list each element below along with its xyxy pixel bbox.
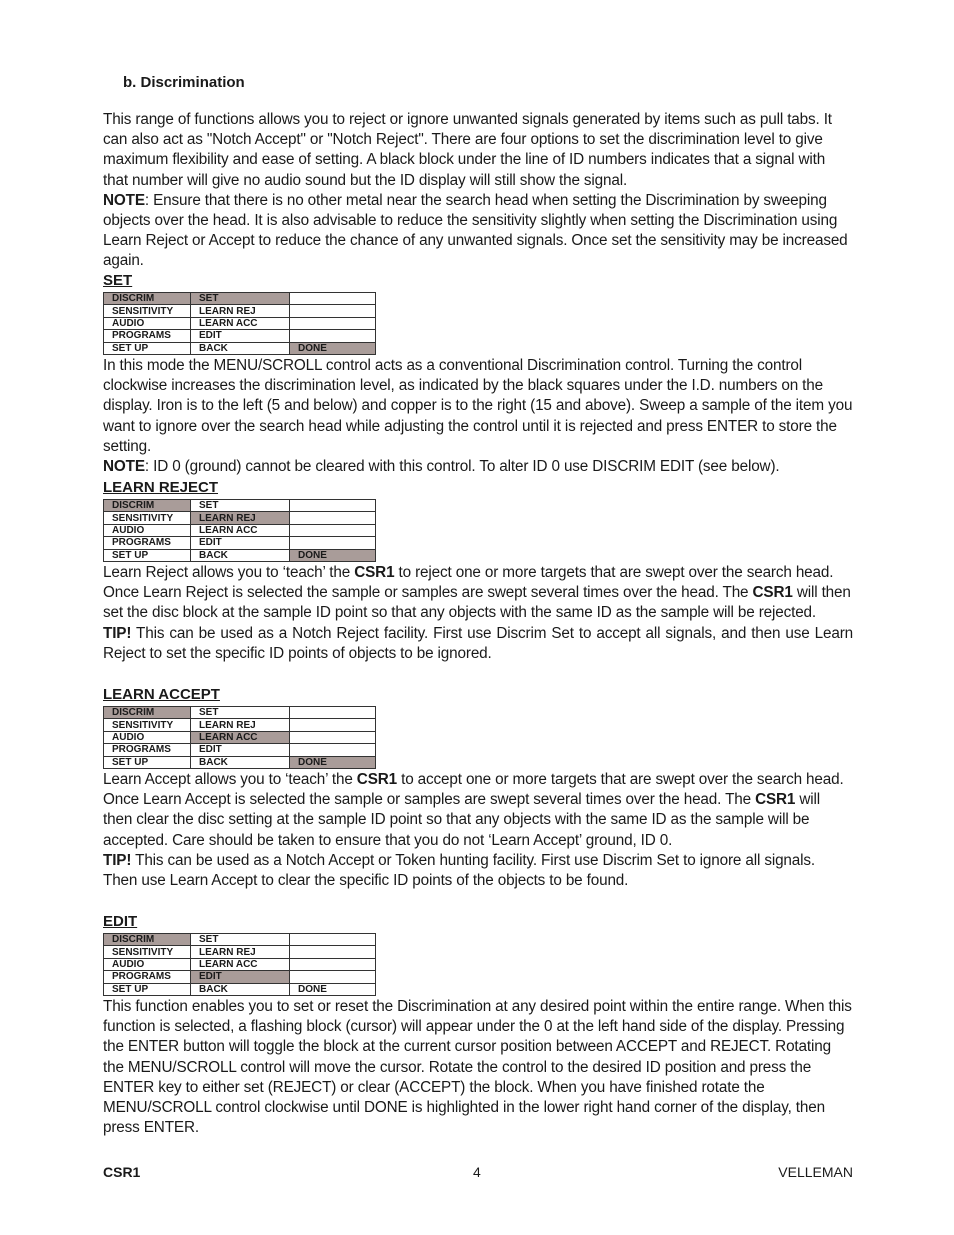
menu-cell-discrim: DISCRIM [104,707,191,719]
menu-cell-back: BACK [191,983,290,995]
menu-cell-empty [290,707,376,719]
learn-accept-title: LEARN ACCEPT [103,686,220,703]
menu-cell-learn-rej: LEARN REJ [191,946,290,958]
learn-reject-section [103,479,853,664]
menu-cell-discrim: DISCRIM [104,500,191,512]
menu-row [104,756,376,768]
intro-paragraph: This range of functions allows you to reject or ignore unwanted signals generated by items such as pull tabs. It can also act as "Notch Accept" or "Notch Reject". There are four options to set the discrimination level to give maximum flexibility and ease of setting. A black block under the line of ID numbers indicates that a signal with that number will give no audio sound but the ID display will still show the signal. NOTE: Ensure that there is no other metal near the search head when setting the Discrimination by sweeping objects over the head. It is also advisable to reduce the sensitivity slightly when setting the Discrimination using Learn Reject or Accept to reduce the chance of any unwanted signals. Once set the sensitivity may be increased again. [103,111,848,270]
set-paragraph: In this mode the MENU/SCROLL control acts as a conventional Discrimination control. Turning the control clockwise increases the discrimination level, as indicated by the black squares under the I.D. numbers on the display. Iron is to the left (5 and below) and copper is to the right (15 and above). Sweep a sample of the item you want to ignore over the search head while adjusting the control until it is rejected and press ENTER to store the setting. NOTE: ID 0 (ground) cannot be cleared with this control. To alter ID 0 use DISCRIM EDIT (see below). [103,356,853,475]
menu-cell-audio: AUDIO [104,958,191,970]
menu-cell-set: SET [191,707,290,719]
menu-cell-edit: EDIT [191,537,290,549]
menu-cell-empty [290,934,376,946]
menu-cell-edit: EDIT [191,330,290,342]
menu-row [104,983,376,995]
menu-cell-sensitivity: SENSITIVITY [104,305,191,317]
menu-cell-programs: PROGRAMS [104,537,191,549]
brand-name: CSR1 [354,563,395,581]
menu-cell-set-up: SET UP [104,756,191,768]
menu-cell-empty [290,946,376,958]
menu-cell-done: DONE [290,756,376,768]
menu-cell-audio: AUDIO [104,317,191,329]
menu-cell-empty [290,744,376,756]
menu-cell-set-up: SET UP [104,549,191,561]
footer-brand: VELLEMAN [778,1164,853,1180]
menu-cell-empty [290,537,376,549]
menu-cell-sensitivity: SENSITIVITY [104,512,191,524]
learn-reject-tip: TIP! This can be used as a Notch Reject facility. First use Discrim Set to accept all signals, and then use Learn Reject to set the specific ID points of objects to be ignored. [103,624,853,662]
menu-row [104,330,376,342]
brand-name: CSR1 [356,770,398,788]
menu-cell-done: DONE [290,549,376,561]
menu-cell-programs: PROGRAMS [104,971,191,983]
menu-cell-learn-acc: LEARN ACC [191,958,290,970]
section-heading: b. Discrimination [123,74,245,91]
menu-row [104,946,376,958]
menu-cell-programs: PROGRAMS [104,744,191,756]
menu-cell-sensitivity: SENSITIVITY [104,946,191,958]
edit-title: EDIT [103,913,138,930]
menu-row [104,317,376,329]
menu-cell-empty [290,958,376,970]
learn-accept-tip: TIP! This can be used as a Notch Accept or Token hunting facility. First use Discrim Set to ignore all signals. Then use Learn Accept to clear the specific ID points of the objects to be found. [103,851,815,889]
learn-reject-paragraph: Learn Reject allows you to ‘teach’ the CSR1 to reject one or more targets that are swept over the search head. Once Learn Reject is selected the sample or samples are swept several times over the head. The CSR1 will then set the disc block at the sample ID point so that any objects with the same ID as the sample will be rejected. [103,563,851,622]
menu-row [104,934,376,946]
menu-cell-empty [290,305,376,317]
menu-cell-back: BACK [191,549,290,561]
menu-cell-learn-rej: LEARN REJ [191,305,290,317]
menu-cell-back: BACK [191,342,290,354]
menu-cell-empty [290,971,376,983]
learn-accept-menu-table [103,706,376,769]
menu-row [104,744,376,756]
menu-cell-empty [290,719,376,731]
menu-row [104,293,376,305]
note-label: NOTE [103,191,145,209]
menu-cell-empty [290,500,376,512]
menu-cell-set: SET [191,934,290,946]
menu-cell-audio: AUDIO [104,731,191,743]
menu-row [104,731,376,743]
learn-accept-section [103,686,853,891]
menu-cell-discrim: DISCRIM [104,934,191,946]
menu-cell-empty [290,330,376,342]
menu-row [104,958,376,970]
page-footer [103,1164,853,1182]
menu-cell-learn-acc: LEARN ACC [191,317,290,329]
menu-cell-back: BACK [191,756,290,768]
menu-cell-sensitivity: SENSITIVITY [104,719,191,731]
menu-cell-edit: EDIT [191,971,290,983]
menu-cell-empty [290,731,376,743]
learn-accept-paragraph: Learn Accept allows you to ‘teach’ the CSR1 to accept one or more targets that are swept over the search head. Once Learn Accept is selected the sample or samples are swept several times over the head. The CSR1 will then clear the disc setting at the sample ID point so that any objects with the same ID as the sample will be accepted. Care should be taken to ensure that you do not ‘Learn Accept’ ground, ID 0. [103,770,844,849]
menu-cell-programs: PROGRAMS [104,330,191,342]
menu-cell-empty [290,293,376,305]
menu-cell-learn-acc: LEARN ACC [191,731,290,743]
menu-row [104,305,376,317]
set-menu-table [103,292,376,355]
set-title: SET [103,272,133,289]
menu-row [104,549,376,561]
menu-row [104,500,376,512]
learn-reject-title: LEARN REJECT [103,479,219,496]
note-label: NOTE [103,457,145,475]
learn-reject-menu-table [103,499,376,562]
footer-model: CSR1 [103,1164,141,1180]
intro-block [103,110,853,272]
menu-row [104,707,376,719]
menu-cell-discrim: DISCRIM [104,293,191,305]
menu-cell-learn-rej: LEARN REJ [191,719,290,731]
menu-cell-set-up: SET UP [104,983,191,995]
edit-section [103,913,853,1138]
tip-label: TIP! [103,851,132,869]
brand-name: CSR1 [755,791,796,809]
menu-cell-set-up: SET UP [104,342,191,354]
menu-cell-done: DONE [290,342,376,354]
edit-paragraph: This function enables you to set or reset the Discrimination at any desired point within the entire range. When this function is selected, a flashing block (cursor) will appear under the 0 at the left hand side of the display. Pressing the ENTER button will toggle the block at the current cursor position between ACCEPT and REJECT. Rotating the MENU/SCROLL control will move the cursor. Rotate the control to the desired ID position and press the ENTER key to either set (REJECT) or clear (ACCEPT) the block. When you have finished rotate the MENU/SCROLL control clockwise until DONE is highlighted in the lower right hand corner of the display, then press ENTER. [103,997,852,1137]
tip-label: TIP! [103,624,132,642]
menu-cell-learn-rej: LEARN REJ [191,512,290,524]
menu-row [104,512,376,524]
page-number: 4 [473,1164,481,1180]
menu-cell-empty [290,317,376,329]
menu-cell-learn-acc: LEARN ACC [191,524,290,536]
edit-menu-table [103,933,376,996]
menu-cell-set: SET [191,500,290,512]
menu-cell-audio: AUDIO [104,524,191,536]
menu-cell-set: SET [191,293,290,305]
menu-row [104,971,376,983]
menu-cell-empty [290,524,376,536]
menu-row [104,537,376,549]
menu-cell-done: DONE [290,983,376,995]
set-section [103,272,853,477]
menu-cell-empty [290,512,376,524]
brand-name: CSR1 [752,584,793,602]
menu-row [104,524,376,536]
menu-row [104,719,376,731]
menu-row [104,342,376,354]
menu-cell-edit: EDIT [191,744,290,756]
